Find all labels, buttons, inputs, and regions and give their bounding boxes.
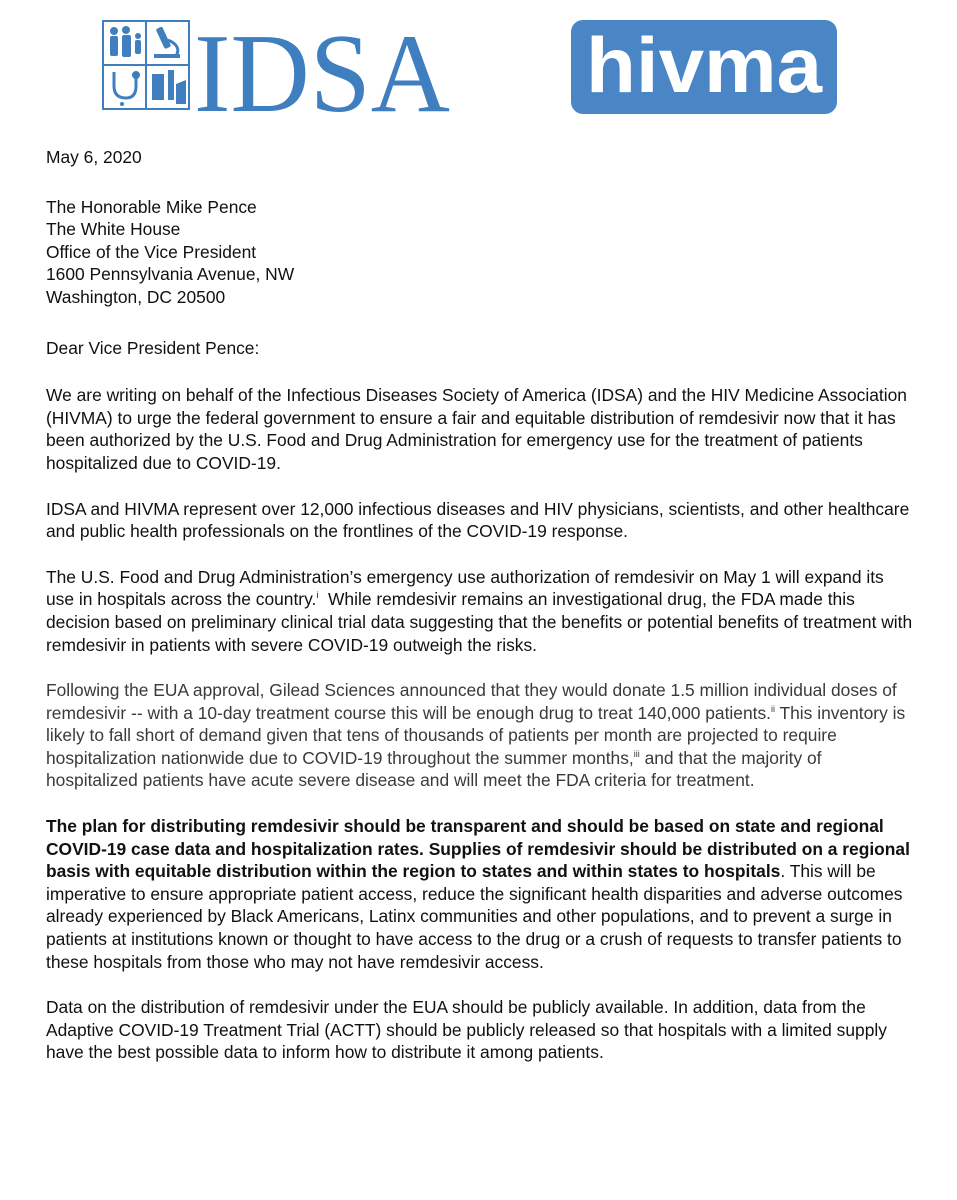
paragraph-eua [46, 566, 916, 656]
endnote-ref: iii [633, 749, 640, 760]
letter-date: May 6, 2020 [46, 147, 142, 167]
endnote-ref: ii [771, 703, 775, 714]
microscope-icon [156, 26, 172, 49]
hivma-wordmark: hivma [586, 21, 823, 109]
address-line: 1600 Pennsylvania Avenue, NW [46, 264, 295, 285]
family-icon [110, 27, 118, 35]
paragraph-text: The U.S. Food and Drug Administration’s emergency use authorization of remdesivir on May 1 will expand its use in hospitals across the country. [46, 566, 884, 610]
paragraph-purpose: We are writing on behalf of the Infectious Diseases Society of America (IDSA) and the HIV Medicine Association (HIVMA) to urge the federal government to ensure a fair and equitable distribution of remdesivir now that it has been authorized by the U.S. Food and Drug Administration for emergency use for the treatment of patients hospitalized due to COVID-19. [46, 385, 907, 473]
lab-equipment-icon [152, 74, 164, 100]
paragraph-data-release: Data on the distribution of remdesivir under the EUA should be publicly available. In addition, data from the Adaptive COVID-19 Treatment Trial (ACTT) should be publicly released so that hospitals with a limited supply have the best possible data to inform how to distribute it among patients. [46, 997, 887, 1063]
salutation: Dear Vice President Pence: [46, 337, 260, 358]
recipient-address [46, 196, 916, 309]
hivma-logo [571, 20, 837, 114]
paragraph-text: . This will be imperative to ensure appropriate patient access, reduce the significant health disparities and adverse outcomes already experienced by Black Americans, Latinx communities and other populations, and to prevent a surge in patients at institutions known or thought to have access to the drug or a crush of requests to transfer patients to these hospitals from those who may not have remdesivir access. [46, 861, 903, 972]
address-line: Office of the Vice President [46, 241, 257, 262]
idsa-wordmark: IDSA [194, 18, 451, 114]
paragraph-distribution-plan [46, 815, 916, 973]
paragraph-representation: IDSA and HIVMA represent over 12,000 infectious diseases and HIV physicians, scientists, and other healthcare and public health professionals on the frontlines of the COVID-19 response. [46, 498, 910, 542]
idsa-logo [102, 18, 454, 114]
paragraph-text: and that the majority of hospitalized patients have acute severe disease and will meet the FDA criteria for treatment. [46, 747, 822, 791]
paragraph-text: Following the EUA approval, Gilead Sciences announced that they would donate 1.5 million individual doses of remdesivir -- with a 10-day treatment course this will be enough drug to treat 140,000 patients. [46, 680, 897, 723]
bold-recommendation: The plan for distributing remdesivir should be transparent and should be based on state and regional COVID-19 case data and hospitalization rates. Supplies of remdesivir should be distributed on a regional basis with equitable distribution within the region to states and within states to hospitals [46, 816, 910, 882]
paragraph-text: This inventory is likely to fall short of demand given that tens of thousands of patients per month are projected to require hospitalization nationwide due to COVID-19 throughout the summer months, [46, 702, 906, 768]
address-line: The Honorable Mike Pence [46, 196, 257, 217]
endnote-ref: i [316, 590, 319, 601]
paragraph-text: While remdesivir remains an investigational drug, the FDA made this decision based on preliminary clinical trial data suggesting that the benefits or potential benefits of treatment with remdesivir in patients with severe COVID-19 outweigh the risks. [46, 589, 918, 655]
address-line: Washington, DC 20500 [46, 286, 226, 307]
address-line: The White House [46, 219, 181, 240]
letterhead [0, 0, 957, 130]
letter-body [46, 146, 916, 1087]
paragraph-supply [46, 679, 916, 792]
